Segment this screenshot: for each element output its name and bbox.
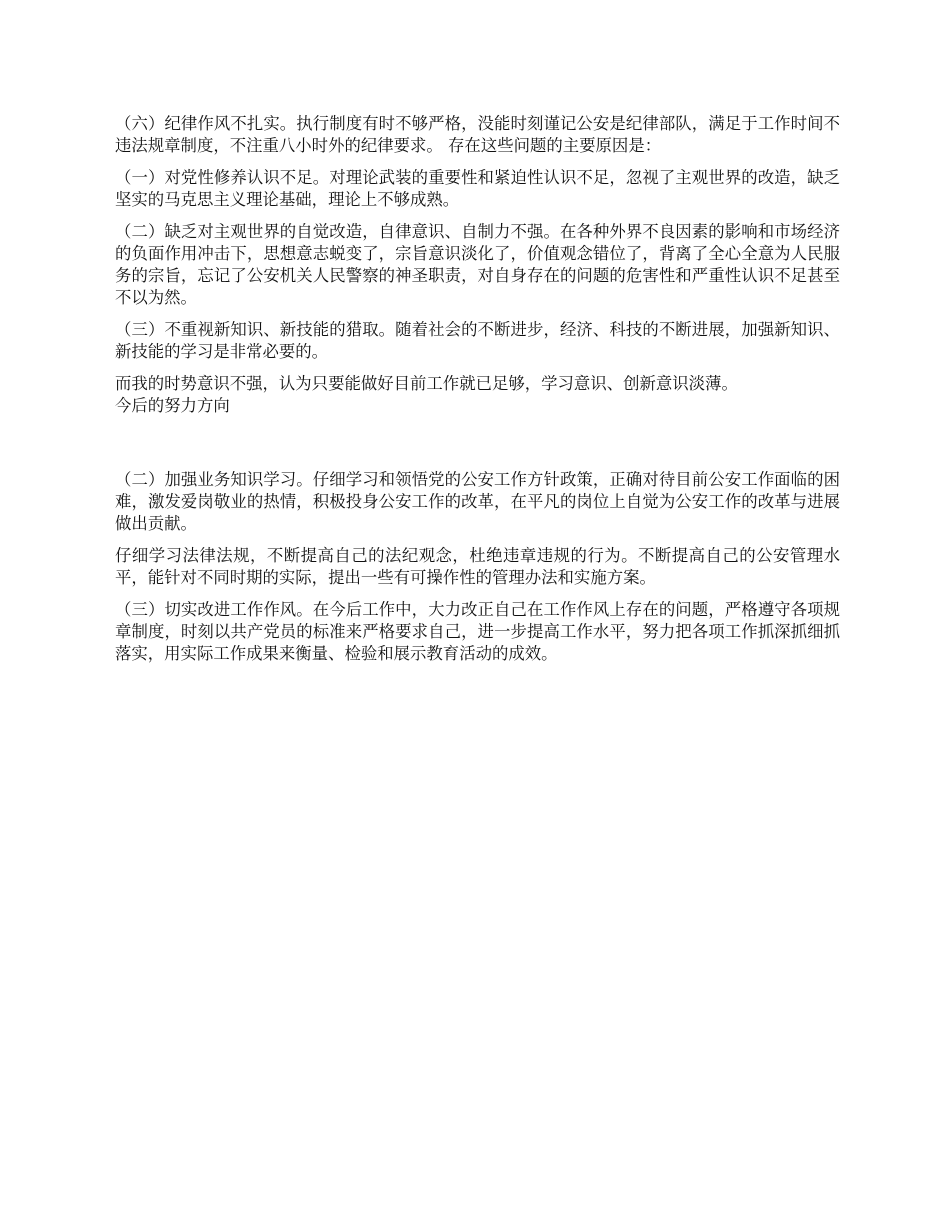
section-heading-direction: 今后的努力方向 <box>115 396 230 415</box>
paragraph-law-study: 仔细学习法律法规，不断提高自己的法纪观念，杜绝违章违规的行为。不断提高自己的公安管理水平，能针对不同时期的实际，提出一些有可操作性的管理办法和实施方案。 <box>115 546 840 587</box>
paragraph-business-study: （二）加强业务知识学习。仔细学习和领悟党的公安工作方针政策，正确对待目前公安工作面临的困难，激发爱岗敬业的热情，积极投身公安工作的改革，在平凡的岗位上自觉为公安工作的改革与进展做出贡献。 <box>115 470 840 533</box>
paragraph-new-knowledge: （三）不重视新知识、新技能的猎取。随着社会的不断进步，经济、科技的不断进展，加强新知识、新技能的学习是非常必要的。 <box>115 320 840 361</box>
paragraph-self-reform: （二）缺乏对主观世界的自觉改造，自律意识、自制力不强。在各种外界不良因素的影响和市场经济的负面作用冲击下，思想意志蜕变了，宗旨意识淡化了，价值观念错位了，背离了全心全意为人民服务的宗旨，忘记了公安机关人民警察的神圣职责，对自身存在的问题的危害性和严重性认识不足甚至不以为然。 <box>115 222 840 307</box>
paragraph-discipline: （六）纪律作风不扎实。执行制度有时不够严格，没能时刻谨记公安是纪律部队，满足于工作时间不违法规章制度，不注重八小时外的纪律要求。 存在这些问题的主要原因是： <box>115 114 840 155</box>
paragraph-awareness: 而我的时势意识不强，认为只要能做好目前工作就已足够，学习意识、创新意识淡薄。 <box>115 374 738 393</box>
document-page <box>115 113 840 675</box>
paragraph-party-spirit: （一）对党性修养认识不足。对理论武装的重要性和紧迫性认识不足，忽视了主观世界的改造，缺乏坚实的马克思主义理论基础，理论上不够成熟。 <box>115 168 840 209</box>
paragraph-work-style: （三）切实改进工作作风。在今后工作中，大力改正自己在工作作风上存在的问题，严格遵守各项规章制度，时刻以共产党员的标准来严格要求自己，进一步提高工作水平，努力把各项工作抓深抓细抓落实，用实际工作成果来衡量、检验和展示教育活动的成效。 <box>115 600 840 663</box>
